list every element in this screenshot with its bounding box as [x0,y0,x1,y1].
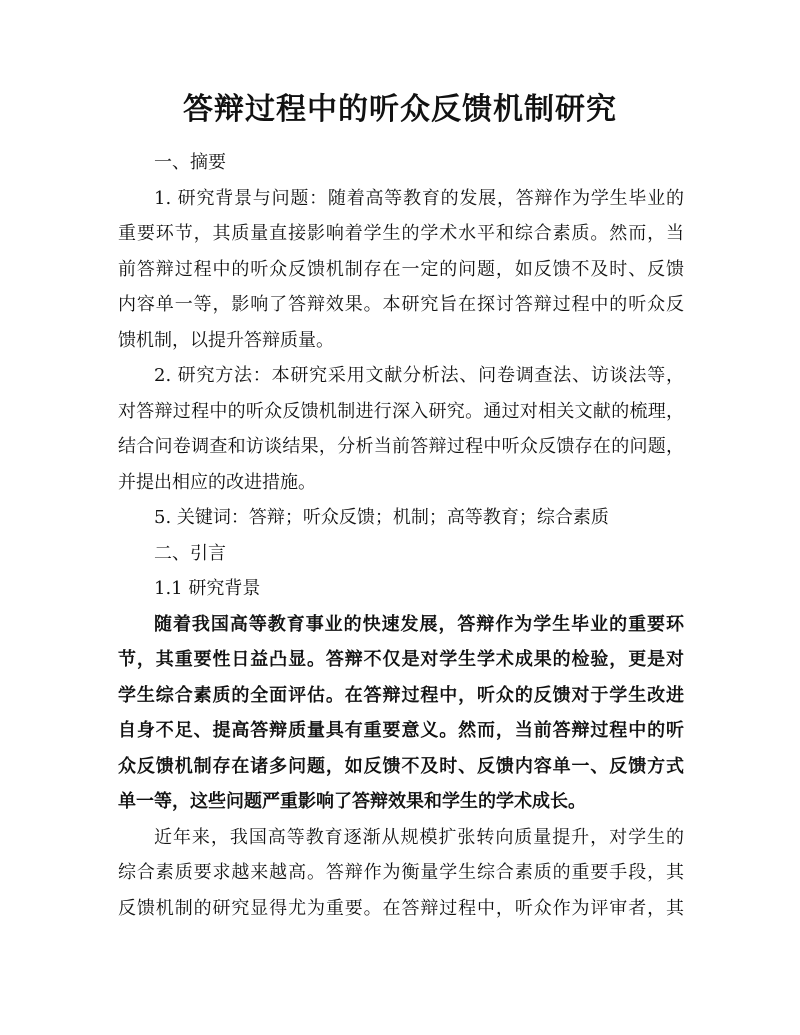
document-title: 答辩过程中的听众反馈机制研究 [183,92,617,127]
document-body [118,145,684,926]
paragraph-line: 内容单一等，影响了答辩效果。本研究旨在探讨答辩过程中的听众反 [118,294,684,315]
paragraph-background-bold [118,607,684,820]
paragraph-line: 学生综合素质的全面评估。在答辩过程中，听众的反馈对于学生改进 [118,684,684,706]
paragraph-line: 众反馈机制存在诸多问题，如反馈不及时、反馈内容单一、反馈方式 [118,755,684,777]
paragraph-line: 1. 研究背景与问题：随着高等教育的发展，答辩作为学生毕业的 [154,187,684,209]
paragraph-line: 并提出相应的改进措施。 [118,471,316,493]
paragraph-line: 重要环节，其质量直接影响着学生的学术水平和综合素质。然而，当 [118,223,684,244]
paragraph-line: 对答辩过程中的听众反馈机制进行深入研究。通过对相关文献的梳理， [118,400,684,422]
paragraph-line: 结合问卷调查和访谈结果，分析当前答辩过程中听众反馈存在的问题， [118,436,684,457]
section-heading-abstract: 一、摘要 [154,152,226,173]
paragraph-line: 馈机制，以提升答辩质量。 [118,329,334,351]
subsection-heading-background: 1.1 研究背景 [154,578,261,599]
paragraph-line: 自身不足、提高答辩质量具有重要意义。然而，当前答辩过程中的听 [118,720,684,741]
paragraph-line: 前答辩过程中的听众反馈机制存在一定的问题，如反馈不及时、反馈 [118,258,684,280]
paragraph-line: 2. 研究方法：本研究采用文献分析法、问卷调查法、访谈法等， [154,365,684,386]
paragraph-recent-years [118,820,684,927]
paragraph-line: 近年来，我国高等教育逐渐从规模扩张转向质量提升，对学生的 [154,826,684,848]
paragraph-line: 随着我国高等教育事业的快速发展，答辩作为学生毕业的重要环 [154,613,684,635]
paragraph-line: 综合素质要求越来越高。答辩作为衡量学生综合素质的重要手段，其 [118,862,684,883]
paragraph-line: 节，其重要性日益凸显。答辩不仅是对学生学术成果的检验，更是对 [118,649,684,670]
keywords-line: 5. 关键词：答辩；听众反馈；机制；高等教育；综合素质 [154,507,609,528]
paragraph-line: 单一等，这些问题严重影响了答辩效果和学生的学术成长。 [118,791,586,812]
paragraph-line: 反馈机制的研究显得尤为重要。在答辩过程中，听众作为评审者，其 [118,897,684,919]
paragraph-research-method [118,358,684,500]
paragraph-research-background [118,181,684,359]
section-heading-introduction: 二、引言 [154,542,226,564]
